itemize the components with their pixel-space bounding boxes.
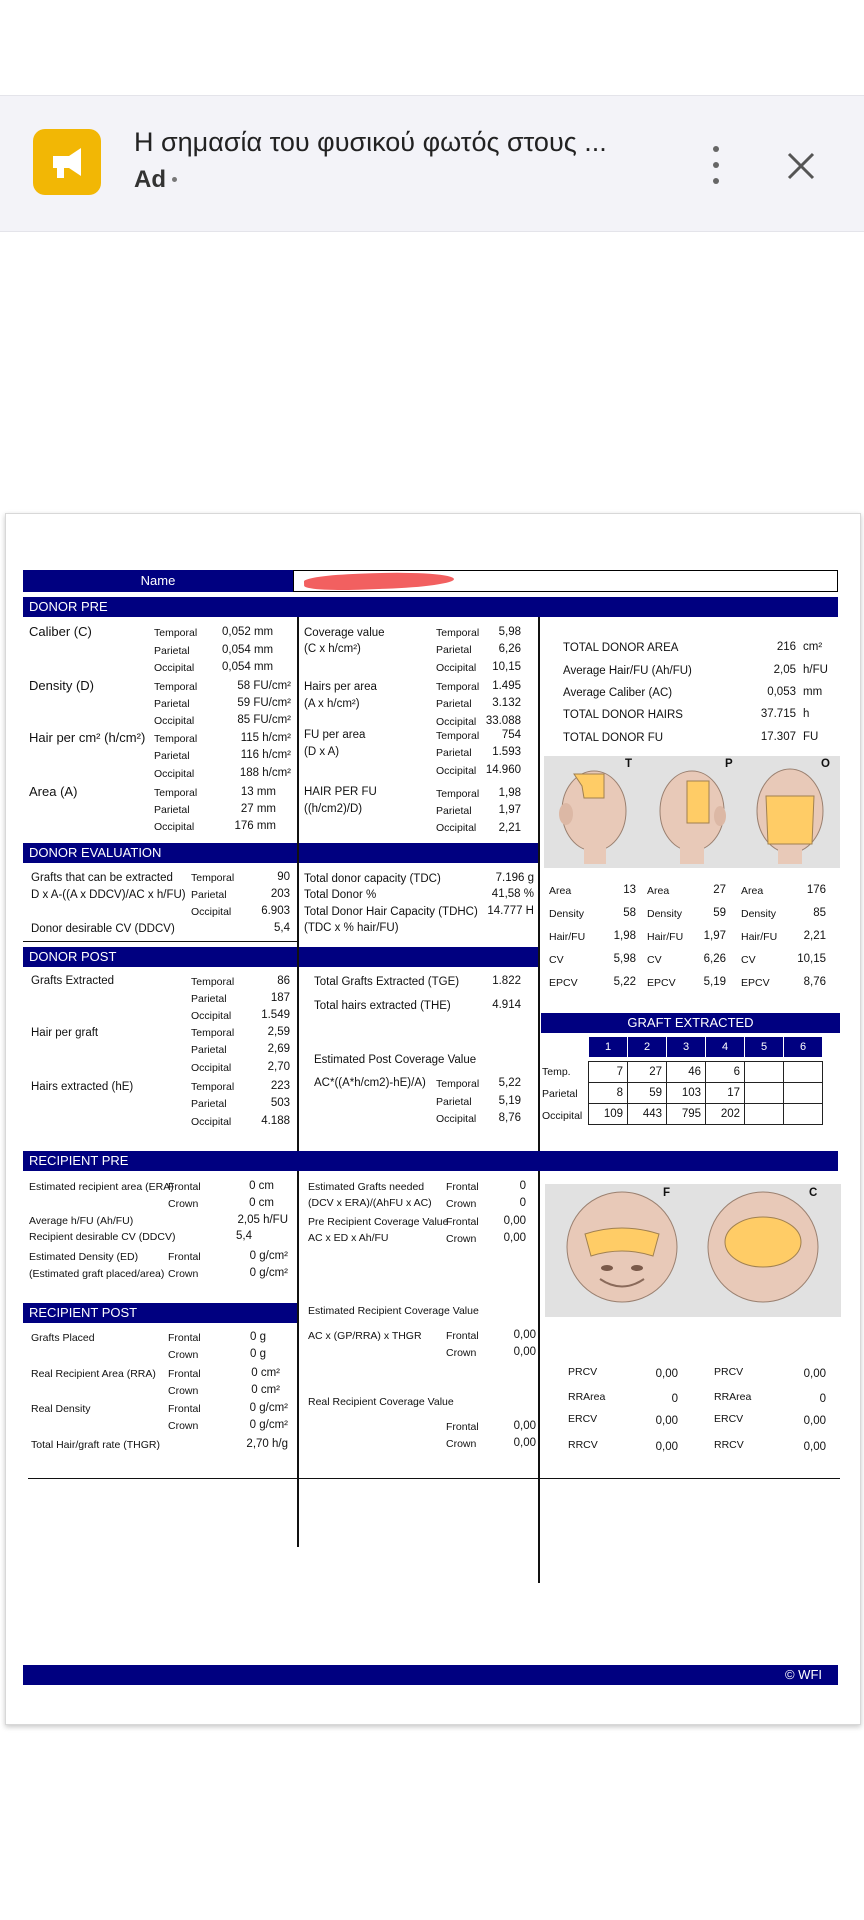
summary-value: 0,00 — [655, 1368, 678, 1380]
stat-label: Area — [741, 885, 764, 897]
zone-label: Occipital — [154, 662, 195, 674]
graft-cell: 27 — [628, 1062, 667, 1083]
more-options-icon[interactable] — [704, 146, 728, 184]
footer-copyright: © WFI — [23, 1665, 838, 1685]
zone-label: Parietal — [154, 645, 190, 657]
summary-label: ERCV — [568, 1413, 598, 1425]
bottom-divider — [28, 1478, 840, 1479]
rra-value: 0 cm² — [251, 1384, 280, 1396]
total-unit: h/FU — [803, 664, 828, 676]
column-divider — [297, 617, 299, 1547]
zone-label: Parietal — [154, 804, 190, 816]
ad-banner[interactable] — [0, 95, 864, 232]
zone-label: Crown — [446, 1438, 477, 1450]
rdcv-value: 5,4 — [236, 1230, 252, 1242]
epcv-value: 5,19 — [498, 1095, 521, 1107]
area-value: 27 mm — [240, 803, 276, 815]
ed-value: 0 g/cm² — [249, 1267, 288, 1279]
stat-value: 85 — [813, 907, 826, 919]
zone-label: Frontal — [446, 1181, 479, 1193]
stat-label: EPCV — [549, 977, 578, 989]
hairs-per-area-value: 3.132 — [492, 697, 521, 709]
zone-label: Frontal — [168, 1332, 201, 1344]
zone-label: Frontal — [168, 1403, 201, 1415]
hair-per-cm2-value: 116 h/cm² — [240, 749, 291, 761]
head-frontal-icon — [567, 1192, 677, 1302]
zone-label: Frontal — [446, 1330, 479, 1342]
head-parietal-icon — [660, 771, 726, 864]
tge-value: 1.822 — [492, 975, 521, 987]
hair-per-fu-label: HAIR PER FU — [304, 786, 377, 798]
zone-label: Frontal — [168, 1368, 201, 1380]
rrcv-value: 0,00 — [513, 1437, 536, 1449]
graft-row-label: Temp. — [542, 1066, 571, 1078]
summary-label: PRCV — [714, 1366, 744, 1378]
name-label: Name — [23, 570, 293, 592]
ed-value: 0 g/cm² — [249, 1250, 288, 1262]
epcv-value: 8,76 — [498, 1112, 521, 1124]
stat-label: Density — [549, 908, 585, 920]
stat-label: Hair/FU — [741, 931, 778, 943]
zone-label: Frontal — [446, 1216, 479, 1228]
graft-cell — [745, 1083, 784, 1104]
density-value: 85 FU/cm² — [237, 714, 291, 726]
summary-label: PRCV — [568, 1366, 598, 1378]
zone-label: Occipital — [191, 906, 232, 918]
stat-value: 1,97 — [703, 930, 726, 942]
recipient-pre-header: RECIPIENT PRE — [23, 1151, 838, 1171]
header-fill — [299, 947, 538, 967]
epcv-formula: AC*((A*h/cm2)-hE)/A) — [314, 1077, 426, 1089]
head-letter: P — [725, 758, 733, 770]
coverage-value: 5,98 — [498, 626, 521, 638]
stat-value: 5,98 — [613, 953, 636, 965]
zone-label: Parietal — [436, 747, 472, 759]
total-unit: mm — [803, 686, 823, 698]
zone-label: Frontal — [168, 1181, 201, 1193]
coverage-label: Coverage value — [304, 627, 385, 639]
hairs-extracted-value: 4.188 — [261, 1115, 290, 1127]
tdhc-label: Total Donor Hair Capacity (TDHC) — [304, 906, 478, 918]
summary-label: ERCV — [714, 1413, 744, 1425]
graft-col-header: 6 — [784, 1037, 823, 1058]
ad-title[interactable]: Η σημασία του φυσικού φωτός στους ... — [134, 127, 607, 157]
zone-label: Temporal — [154, 733, 198, 745]
zone-label: Crown — [168, 1385, 199, 1397]
zone-label: Temporal — [436, 681, 480, 693]
stat-value: 176 — [806, 884, 826, 896]
grafts-extractable-value: 203 — [270, 888, 290, 900]
gp-label: Grafts Placed — [31, 1332, 95, 1344]
stat-label: Area — [647, 885, 670, 897]
grafts-extractable-label: Grafts that can be extracted — [31, 872, 173, 884]
summary-value: 0,00 — [803, 1368, 826, 1380]
tdp-label: Total Donor % — [304, 889, 377, 901]
zone-label: Crown — [168, 1198, 199, 1210]
zone-label: Temporal — [154, 681, 198, 693]
zone-label: Crown — [168, 1420, 199, 1432]
rd-label: Real Density — [31, 1403, 91, 1415]
density-label: Density (D) — [29, 678, 95, 693]
zone-label: Temporal — [154, 787, 198, 799]
zone-label: Crown — [446, 1347, 477, 1359]
tdc-value: 7.196 g — [495, 872, 534, 884]
thgr-value: 2,70 h/g — [246, 1438, 288, 1450]
zone-label: Occipital — [154, 715, 195, 727]
tdhc-formula: (TDC x % hair/FU) — [304, 922, 399, 934]
stat-value: 5,22 — [613, 976, 636, 988]
hair-per-graft-value: 2,70 — [267, 1061, 290, 1073]
fu-per-area-value: 1.593 — [492, 746, 521, 758]
graft-col-header: 2 — [628, 1037, 667, 1058]
total-label: Average Hair/FU (Ah/FU) — [563, 665, 692, 677]
tdc-label: Total donor capacity (TDC) — [304, 873, 441, 885]
stat-label: EPCV — [647, 977, 676, 989]
donor-post-header: DONOR POST — [23, 947, 297, 967]
zone-label: Occipital — [191, 1062, 232, 1074]
zone-label: Parietal — [191, 1098, 227, 1110]
zone-label: Parietal — [191, 1044, 227, 1056]
hairs-extracted-label: Hairs extracted (hE) — [31, 1081, 134, 1093]
grafts-extractable-value: 90 — [277, 871, 290, 883]
total-unit: cm² — [803, 641, 823, 653]
tdhc-value: 14.777 H — [487, 905, 534, 917]
grafts-extractable-value: 6.903 — [261, 905, 290, 917]
ercv-label: Estimated Recipient Coverage Value — [308, 1305, 479, 1317]
graft-cell: 6 — [706, 1062, 745, 1083]
stat-value: 10,15 — [797, 953, 826, 965]
rdcv-label: Recipient desirable CV (DDCV) — [29, 1231, 176, 1243]
prcv-value: 0,00 — [503, 1215, 526, 1227]
zone-label: Temporal — [436, 788, 480, 800]
zone-label: Occipital — [191, 1010, 232, 1022]
zone-label: Occipital — [154, 821, 195, 833]
grafts-extracted-value: 187 — [270, 992, 290, 1004]
total-value: 37.715 — [760, 708, 796, 720]
density-value: 58 FU/cm² — [237, 680, 291, 692]
total-label: TOTAL DONOR AREA — [563, 642, 679, 654]
hairs-extracted-value: 503 — [270, 1097, 290, 1109]
zone-label: Crown — [446, 1198, 477, 1210]
summary-value: 0,00 — [803, 1441, 826, 1453]
zone-label: Temporal — [436, 1078, 480, 1090]
ercv-value: 0,00 — [513, 1329, 536, 1341]
ahfu-label: Average h/FU (Ah/FU) — [29, 1215, 134, 1227]
graft-row-label: Parietal — [542, 1088, 578, 1100]
zone-label: Crown — [446, 1233, 477, 1245]
stat-value: 13 — [623, 884, 636, 896]
stat-label: CV — [741, 954, 756, 966]
total-value: 216 — [776, 641, 796, 653]
graft-cell: 17 — [706, 1083, 745, 1104]
head-letter: F — [663, 1187, 671, 1199]
ddcv-label: Donor desirable CV (DDCV) — [31, 923, 175, 935]
total-unit: FU — [803, 731, 819, 743]
coverage-value: 10,15 — [492, 661, 521, 673]
egn-value: 0 — [519, 1197, 526, 1209]
rrcv-label: Real Recipient Coverage Value — [308, 1396, 454, 1408]
donor-evaluation-header: DONOR EVALUATION — [23, 843, 297, 863]
summary-value: 0,00 — [803, 1415, 826, 1427]
egn-label: Estimated Grafts needed — [308, 1181, 425, 1193]
stat-value: 6,26 — [703, 953, 726, 965]
divider — [23, 941, 297, 942]
density-value: 59 FU/cm² — [237, 697, 291, 709]
zone-label: Parietal — [436, 698, 472, 710]
grafts-extracted-label: Grafts Extracted — [31, 975, 115, 987]
coverage-formula: (C x h/cm²) — [304, 643, 361, 655]
ed-label: Estimated Density (ED) — [29, 1251, 139, 1263]
ercv-value: 0,00 — [513, 1346, 536, 1358]
zone-label: Occipital — [436, 765, 477, 777]
zone-label: Temporal — [436, 730, 480, 742]
hair-per-cm2-label: Hair per cm² (h/cm²) — [29, 730, 146, 745]
prcv-formula: AC x ED x Ah/FU — [308, 1232, 389, 1244]
total-value: 2,05 — [773, 664, 796, 676]
caliber-value: 0,054 mm — [222, 644, 274, 656]
zone-label: Occipital — [154, 768, 195, 780]
stat-label: CV — [647, 954, 662, 966]
table-row — [589, 1104, 823, 1125]
the-value: 4.914 — [492, 999, 521, 1011]
stat-label: EPCV — [741, 977, 770, 989]
column-divider — [538, 617, 540, 1583]
stat-label: Density — [647, 908, 683, 920]
graft-cell: 8 — [589, 1083, 628, 1104]
zone-label: Temporal — [191, 976, 235, 988]
era-value: 0 cm — [249, 1197, 274, 1209]
hairs-per-area-label: Hairs per area — [304, 681, 377, 693]
total-value: 17.307 — [760, 731, 796, 743]
graft-extracted-title: GRAFT EXTRACTED — [541, 1013, 840, 1033]
zone-label: Occipital — [436, 822, 477, 834]
zone-label: Parietal — [436, 1096, 472, 1108]
separator-dot — [172, 177, 177, 182]
rra-value: 0 cm² — [251, 1367, 280, 1379]
caliber-label: Caliber (C) — [29, 624, 92, 639]
hair-per-graft-label: Hair per graft — [31, 1027, 99, 1039]
zone-label: Occipital — [436, 1113, 477, 1125]
stat-label: CV — [549, 954, 564, 966]
hairs-per-area-value: 33.088 — [485, 715, 521, 727]
zone-label: Crown — [168, 1349, 199, 1361]
total-value: 0,053 — [767, 686, 796, 698]
graft-cell — [745, 1104, 784, 1125]
hair-per-fu-formula: ((h/cm2)/D) — [304, 803, 363, 815]
head-letter: C — [809, 1187, 818, 1199]
zone-label: Temporal — [191, 1027, 235, 1039]
graft-cell: 46 — [667, 1062, 706, 1083]
total-unit: h — [803, 708, 810, 720]
graft-col-header: 3 — [667, 1037, 706, 1058]
stat-label: Area — [549, 885, 572, 897]
stat-value: 27 — [713, 884, 726, 896]
era-label: Estimated recipient area (ERA) — [29, 1181, 174, 1193]
recipient-head-diagram — [545, 1184, 841, 1317]
head-temporal-icon — [559, 771, 626, 864]
era-value: 0 cm — [249, 1180, 274, 1192]
graft-cell: 795 — [667, 1104, 706, 1125]
caliber-value: 0,054 mm — [222, 661, 274, 673]
summary-label: RRCV — [568, 1439, 598, 1451]
zone-label: Temporal — [154, 627, 198, 639]
graft-cell — [784, 1083, 823, 1104]
donor-pre-header: DONOR PRE — [23, 597, 838, 617]
fu-per-area-label: FU per area — [304, 729, 366, 741]
ddcv-value: 5,4 — [274, 922, 290, 934]
tge-label: Total Grafts Extracted (TGE) — [314, 976, 460, 988]
head-letter: T — [625, 758, 633, 770]
rrcv-value: 0,00 — [513, 1420, 536, 1432]
graft-col-header: 1 — [589, 1037, 628, 1058]
total-label: TOTAL DONOR FU — [563, 732, 664, 744]
hair-per-fu-value: 1,97 — [498, 804, 521, 816]
hairs-extracted-value: 223 — [270, 1080, 290, 1092]
ad-label: Ad — [134, 166, 166, 193]
donor-head-diagram — [544, 756, 840, 868]
stat-label: Hair/FU — [549, 931, 586, 943]
grafts-extractable-formula: D x A-((A x DDCV)/AC x h/FU) — [31, 889, 186, 901]
graft-col-header: 5 — [745, 1037, 784, 1058]
summary-value: 0 — [671, 1393, 678, 1405]
summary-label: RRCV — [714, 1439, 744, 1451]
head-letter: O — [821, 758, 830, 770]
recipient-post-header: RECIPIENT POST — [23, 1303, 297, 1323]
stat-value: 2,21 — [803, 930, 826, 942]
hair-per-graft-value: 2,59 — [267, 1026, 290, 1038]
zone-label: Parietal — [191, 993, 227, 1005]
zone-label: Temporal — [191, 872, 235, 884]
zone-label: Occipital — [436, 662, 477, 674]
stat-value: 5,19 — [703, 976, 726, 988]
prcv-label: Pre Recipient Coverage Value — [308, 1216, 449, 1228]
prcv-value: 0,00 — [503, 1232, 526, 1244]
hairs-per-area-formula: (A x h/cm²) — [304, 698, 360, 710]
graft-row-label: Occipital — [542, 1110, 583, 1122]
rd-value: 0 g/cm² — [249, 1402, 288, 1414]
zone-label: Parietal — [436, 644, 472, 656]
summary-value: 0,00 — [655, 1441, 678, 1453]
stat-label: Density — [741, 908, 777, 920]
stat-label: Hair/FU — [647, 931, 684, 943]
header-fill — [299, 843, 538, 863]
area-value: 13 mm — [240, 786, 276, 798]
summary-value: 0 — [819, 1393, 826, 1405]
zone-label: Parietal — [436, 805, 472, 817]
tdp-value: 41,58 % — [491, 888, 534, 900]
graft-cell: 202 — [706, 1104, 745, 1125]
graft-cell: 103 — [667, 1083, 706, 1104]
epcv-value: 5,22 — [498, 1077, 521, 1089]
summary-value: 0,00 — [655, 1415, 678, 1427]
hair-per-fu-value: 2,21 — [498, 822, 521, 834]
egn-formula: (DCV x ERA)/(AhFU x AC) — [308, 1197, 432, 1209]
close-icon[interactable] — [781, 146, 821, 186]
zone-label: Parietal — [191, 889, 227, 901]
zone-label: Frontal — [168, 1251, 201, 1263]
hair-transplant-report — [5, 513, 861, 1725]
table-row — [589, 1062, 823, 1083]
stat-value: 1,98 — [613, 930, 636, 942]
hair-per-graft-value: 2,69 — [267, 1043, 290, 1055]
zone-label: Crown — [168, 1268, 199, 1280]
megaphone-icon — [33, 129, 101, 195]
graft-cell — [784, 1104, 823, 1125]
graft-cell: 443 — [628, 1104, 667, 1125]
epcv-label: Estimated Post Coverage Value — [314, 1054, 477, 1066]
area-value: 176 mm — [234, 820, 276, 832]
head-occipital-icon — [757, 769, 823, 864]
graft-cell: 7 — [589, 1062, 628, 1083]
rd-value: 0 g/cm² — [249, 1419, 288, 1431]
graft-col-header: 4 — [706, 1037, 745, 1058]
zone-label: Occipital — [436, 716, 477, 728]
gp-value: 0 g — [250, 1331, 266, 1343]
graft-cell — [784, 1062, 823, 1083]
coverage-value: 6,26 — [498, 643, 521, 655]
head-crown-icon — [708, 1192, 818, 1302]
fu-per-area-formula: (D x A) — [304, 746, 340, 758]
zone-label: Parietal — [154, 698, 190, 710]
gp-value: 0 g — [250, 1348, 266, 1360]
zone-label: Temporal — [191, 1081, 235, 1093]
fu-per-area-value: 754 — [501, 729, 521, 741]
zone-label: Parietal — [154, 750, 190, 762]
zone-label: Temporal — [436, 627, 480, 639]
thgr-label: Total Hair/graft rate (THGR) — [31, 1439, 160, 1451]
stat-value: 8,76 — [803, 976, 826, 988]
hair-per-cm2-value: 188 h/cm² — [239, 767, 291, 779]
hair-per-fu-value: 1,98 — [498, 787, 521, 799]
table-row — [589, 1083, 823, 1104]
egn-value: 0 — [519, 1180, 526, 1192]
ed-label-2: (Estimated graft placed/area) — [29, 1268, 165, 1280]
grafts-extracted-value: 1.549 — [261, 1009, 290, 1021]
stat-value: 58 — [623, 907, 636, 919]
caliber-value: 0,052 mm — [222, 626, 274, 638]
total-label: TOTAL DONOR HAIRS — [563, 709, 683, 721]
summary-label: RRArea — [714, 1391, 752, 1403]
hair-per-cm2-value: 115 h/cm² — [240, 732, 291, 744]
grafts-extracted-value: 86 — [277, 975, 290, 987]
total-label: Average Caliber (AC) — [563, 687, 673, 699]
zone-label: Occipital — [191, 1116, 232, 1128]
hairs-per-area-value: 1.495 — [492, 680, 521, 692]
ahfu-value: 2,05 h/FU — [237, 1214, 288, 1226]
zone-label: Frontal — [446, 1421, 479, 1433]
graft-cell: 59 — [628, 1083, 667, 1104]
graft-grid — [588, 1036, 823, 1125]
stat-value: 59 — [713, 907, 726, 919]
graft-cell: 109 — [589, 1104, 628, 1125]
fu-per-area-value: 14.960 — [485, 764, 521, 776]
ercv-formula: AC x (GP/RRA) x THGR — [308, 1330, 422, 1342]
summary-label: RRArea — [568, 1391, 606, 1403]
rra-label: Real Recipient Area (RRA) — [31, 1368, 156, 1380]
graft-cell — [745, 1062, 784, 1083]
the-label: Total hairs extracted (THE) — [314, 1000, 451, 1012]
area-label: Area (A) — [29, 784, 78, 799]
